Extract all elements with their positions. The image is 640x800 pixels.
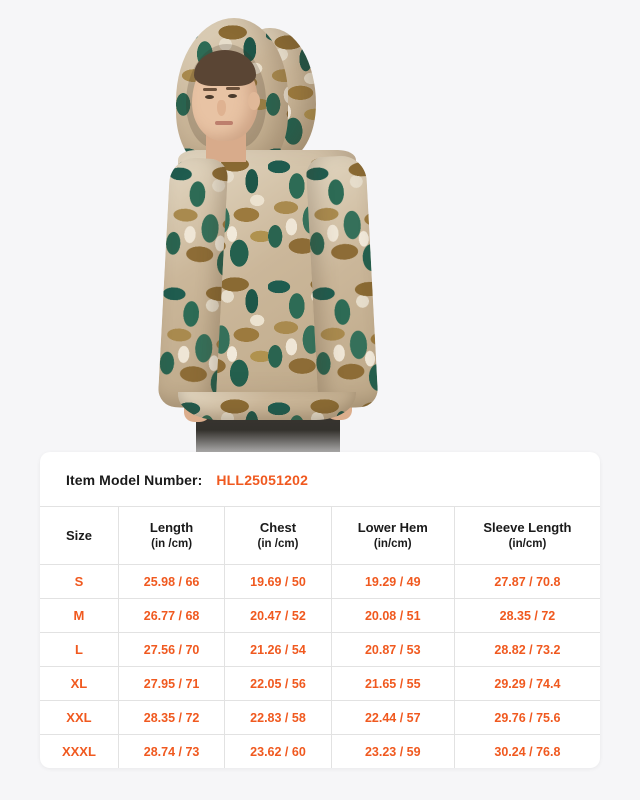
cell-chest: 19.69 / 50 [225,565,331,599]
column-header-sleeve-length [454,507,600,565]
cell-size: S [40,565,118,599]
cell-chest: 20.47 / 52 [225,599,331,633]
column-header-chest [225,507,331,565]
table-row [40,735,600,769]
item-model-number-label: Item Model Number: [66,472,203,488]
table-row [40,633,600,667]
column-header-chest-title: Chest [259,520,297,535]
column-header-size-title: Size [65,527,92,543]
eye-left [205,95,214,99]
column-header-length [118,507,224,565]
table-row [40,667,600,701]
column-header-size [40,507,118,565]
cell-chest: 22.83 / 58 [225,701,331,735]
size-chart-header [40,507,600,565]
cell-length: 27.95 / 71 [118,667,224,701]
cell-size: M [40,599,118,633]
size-chart-table [40,506,600,768]
cell-sleeve-length: 28.35 / 72 [454,599,600,633]
cell-length: 27.56 / 70 [118,633,224,667]
table-header-row [40,507,600,565]
table-row [40,565,600,599]
cell-size: XXL [40,701,118,735]
column-header-chest-unit: (in /cm) [257,537,299,550]
eyebrow-right [226,87,240,90]
cell-chest: 22.05 / 56 [225,667,331,701]
cell-size: XL [40,667,118,701]
table-row [40,701,600,735]
cell-lower-hem: 20.87 / 53 [331,633,454,667]
ear-shape [248,92,260,110]
cell-lower-hem: 20.08 / 51 [331,599,454,633]
cell-sleeve-length: 29.76 / 75.6 [454,701,600,735]
model-illustration [170,0,470,470]
cell-length: 28.35 / 72 [118,701,224,735]
cell-chest: 23.62 / 60 [225,735,331,769]
cell-length: 25.98 / 66 [118,565,224,599]
column-header-length-unit: (in /cm) [151,537,193,550]
cell-length: 26.77 / 68 [118,599,224,633]
mouth-shape [215,121,233,125]
cell-sleeve-length: 27.87 / 70.8 [454,565,600,599]
shirt-sleeve-right [305,155,378,410]
size-chart-card [40,452,600,768]
item-model-number-row [40,452,600,506]
item-model-number-value: HLL25051202 [216,472,309,488]
cell-lower-hem: 23.23 / 59 [331,735,454,769]
eye-right [228,94,237,98]
size-chart-body [40,565,600,769]
cell-lower-hem: 21.65 / 55 [331,667,454,701]
column-header-lower-hem-unit: (in/cm) [373,537,412,550]
shirt-lower-hem [178,392,356,420]
cell-lower-hem: 19.29 / 49 [331,565,454,599]
cell-chest: 21.26 / 54 [225,633,331,667]
cell-sleeve-length: 30.24 / 76.8 [454,735,600,769]
table-row [40,599,600,633]
cell-size: XXXL [40,735,118,769]
cell-length: 28.74 / 73 [118,735,224,769]
column-header-lower-hem [331,507,454,565]
eyebrow-left [203,88,217,91]
cell-sleeve-length: 28.82 / 73.2 [454,633,600,667]
column-header-lower-hem-title: Lower Hem [357,520,428,535]
nose-shape [217,100,226,116]
cell-lower-hem: 22.44 / 57 [331,701,454,735]
column-header-sleeve-length-title: Sleeve Length [483,520,572,535]
column-header-sleeve-length-unit: (in/cm) [508,537,547,550]
column-header-length-title: Length [149,520,194,535]
cell-sleeve-length: 29.29 / 74.4 [454,667,600,701]
cell-size: L [40,633,118,667]
